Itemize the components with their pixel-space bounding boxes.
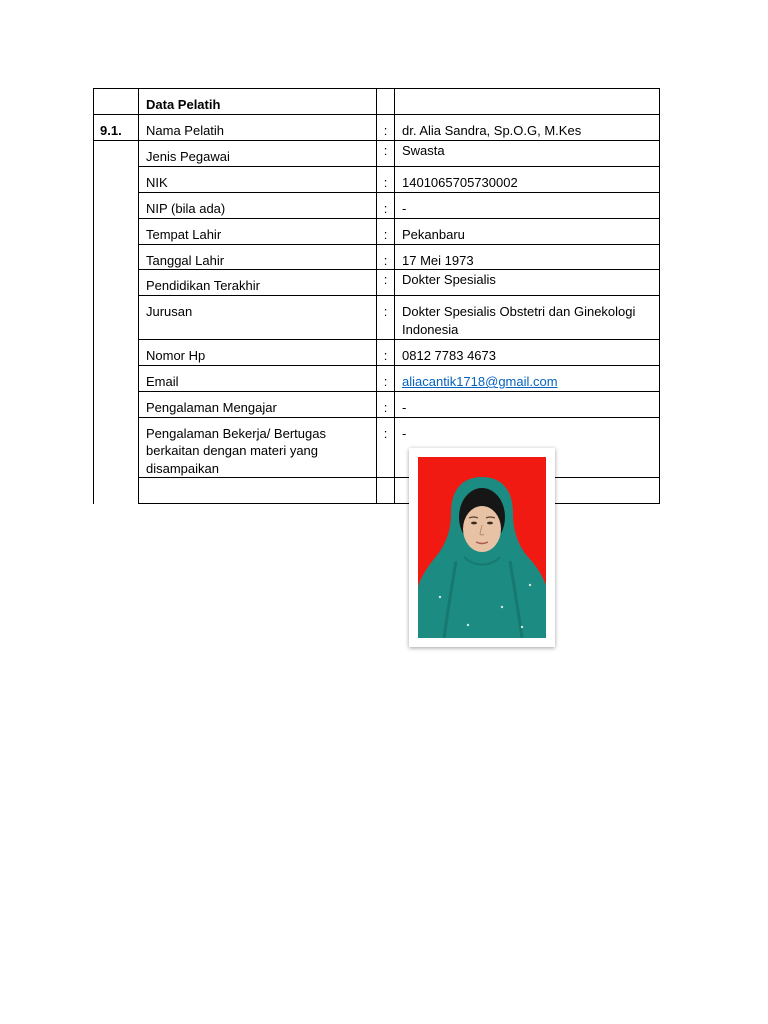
field-value-jenis-pegawai: Swasta [395,141,660,167]
table-title: Data Pelatih [139,89,377,115]
field-label-nomor-hp: Nomor Hp [139,340,377,366]
field-value-pengalaman-mengajar: - [395,391,660,417]
table-row-email [94,366,660,392]
field-separator: : [377,218,395,244]
field-label-nama-pelatih: Nama Pelatih [139,115,377,141]
field-label-pendidikan-terakhir: Pendidikan Terakhir [139,270,377,296]
trainer-photo-frame [409,448,555,647]
hijab-pattern-dot [501,606,503,608]
eye [487,522,493,525]
hijab-pattern-dot [439,596,441,598]
field-value-jurusan: Dokter Spesialis Obstetri dan Ginekologi Indonesia [395,296,660,340]
field-separator: : [377,391,395,417]
section-number: 9.1. [94,115,139,141]
hijab-pattern-dot [521,626,523,628]
table-row-pengalaman-bekerja [94,417,660,478]
field-separator: : [377,193,395,219]
table-row-nama-pelatih [94,115,660,141]
field-separator: : [377,115,395,141]
field-value-nama-pelatih: dr. Alia Sandra, Sp.O.G, M.Kes [395,115,660,141]
field-value-tempat-lahir: Pekanbaru [395,218,660,244]
field-separator: : [377,366,395,392]
field-separator: : [377,270,395,296]
table-header-row [94,89,660,115]
field-value-tanggal-lahir: 17 Mei 1973 [395,244,660,270]
email-link[interactable]: aliacantik1718@gmail.com [402,374,558,389]
field-label-nik: NIK [139,167,377,193]
table-row-pengalaman-mengajar [94,391,660,417]
field-separator: : [377,167,395,193]
field-value-pendidikan-terakhir: Dokter Spesialis [395,270,660,296]
field-label-tanggal-lahir: Tanggal Lahir [139,244,377,270]
face [463,506,501,552]
table-row-nip [94,193,660,219]
field-label-nip: NIP (bila ada) [139,193,377,219]
field-value-nip: - [395,193,660,219]
table-row-pendidikan-terakhir [94,270,660,296]
field-label-pengalaman-bekerja: Pengalaman Bekerja/ Bertugas berkaitan dengan materi yang disampaikan [139,417,377,478]
table-row-nomor-hp [94,340,660,366]
hijab-pattern-dot [529,584,531,586]
field-label-jenis-pegawai: Jenis Pegawai [139,141,377,167]
field-label-tempat-lahir: Tempat Lahir [139,218,377,244]
table-row-jenis-pegawai [94,141,660,167]
header-value-cell [395,89,660,115]
field-value-email-cell [395,366,660,392]
section-number-merged-cell [94,141,139,504]
hijab-pattern-dot [467,624,469,626]
field-separator: : [377,244,395,270]
field-separator: : [377,296,395,340]
field-value-nik: 1401065705730002 [395,167,660,193]
empty-separator-cell [377,478,395,504]
table-row-nik [94,167,660,193]
header-number-cell [94,89,139,115]
field-separator: : [377,417,395,478]
field-value-nomor-hp: 0812 7783 4673 [395,340,660,366]
field-separator: : [377,340,395,366]
trainer-photo [418,457,546,638]
table-row-tempat-lahir [94,218,660,244]
table-row-jurusan [94,296,660,340]
table-row-tanggal-lahir [94,244,660,270]
field-label-email: Email [139,366,377,392]
header-separator-cell [377,89,395,115]
table-row-empty [94,478,660,504]
empty-label-cell [139,478,377,504]
trainer-data-table [93,88,660,504]
field-separator: : [377,141,395,167]
field-value-pengalaman-bekerja: - [395,417,660,478]
field-label-pengalaman-mengajar: Pengalaman Mengajar [139,391,377,417]
field-label-jurusan: Jurusan [139,296,377,340]
eye [471,522,477,525]
